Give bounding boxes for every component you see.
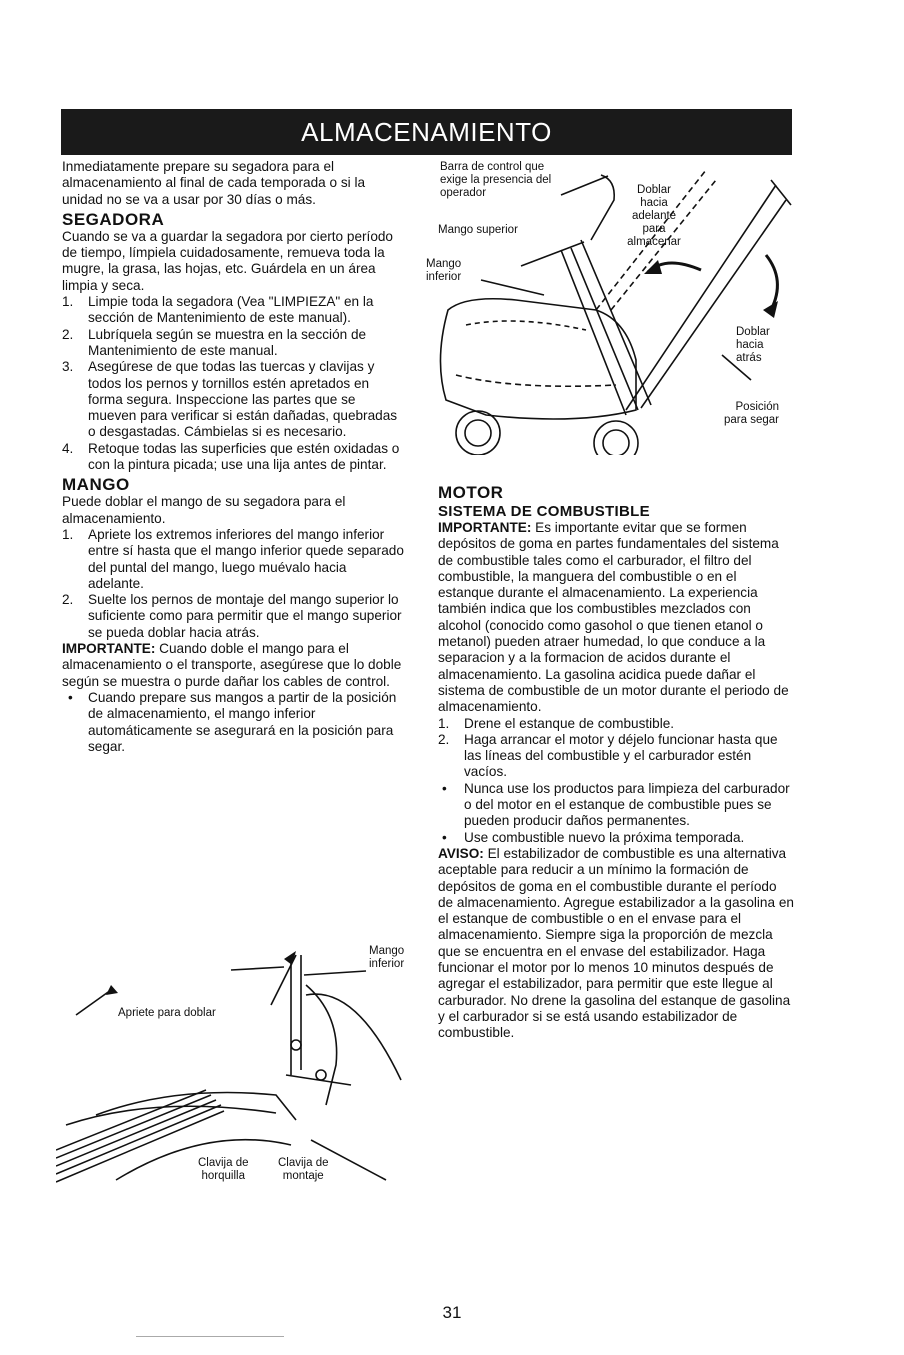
squeeze-label: Apriete para doblar: [118, 1007, 216, 1019]
handle-illustration: [56, 945, 406, 1185]
segadora-list: [62, 294, 406, 473]
list-item: 1. Drene el estanque de combustible.: [438, 715, 675, 731]
upper-handle-label: Mango superior: [438, 224, 518, 236]
motor-important: IMPORTANTE: Es importante evitar que se formen depósitos de goma en partes fundamentales del sistema de combustible tales como el carburador, el filtro del combustible, la manguera del combustible o en el estanque durante el almacenamiento. La experiencia también indica que los combustibles mezclados con alcohol (conocido como gasohol o que tienen etanol o metanol) pueden atraer humedad, lo que conduce a la separacion y a la formacion de acidos durante el almacenamiento. La gasolina acidica puede dañar el sistema de combustible de un motor durante el periodo de almacenamiento.: [438, 520, 789, 715]
operator-bar-label: Barra de control que exige la presencia del operador: [440, 161, 552, 199]
list-item: 2. Suelte los pernos de montaje del mango superior lo suficiente como para permitir que el mango superior se pueda doblar hacia atrás.: [62, 592, 402, 640]
list-item: 1. Limpie toda la segadora (Vea "LIMPIEZA" en la sección de Mantenimiento de este manual).: [62, 294, 374, 326]
list-item: 1. Apriete los extremos inferiores del mango inferior entre sí hasta que el mango inferior quede separado del puntal del mango, luego muévalo hacia adelante.: [62, 526, 404, 591]
left-column: [62, 159, 406, 755]
motor-list: [438, 716, 794, 846]
mango-bullets: [62, 690, 406, 755]
page-title: ALMACENAMIENTO: [61, 109, 792, 155]
fold-forward-label: Doblar hacia adelante para almacenar: [627, 184, 681, 248]
mower-handle-diagram: [426, 160, 800, 455]
list-item: • Use combustible nuevo la próxima temporada.: [442, 829, 745, 845]
right-column: [438, 481, 794, 1042]
segadora-text: Cuando se va a guardar la segadora por cierto período de tiempo, límpiela cuidadosamente, remueva toda la mugre, la grasa, las hojas, etc. Guárdela en un área limpia y seca.: [62, 228, 393, 293]
segadora-heading: SEGADORA: [62, 209, 165, 229]
motor-heading: MOTOR: [438, 483, 504, 502]
mow-position-label: Posición para segar: [724, 401, 779, 426]
mango-list: [62, 527, 406, 641]
mount-pin-label: Clavija de montaje: [278, 1157, 329, 1182]
fuel-system-heading: SISTEMA DE COMBUSTIBLE: [438, 503, 650, 520]
handle-fold-diagram: [56, 945, 406, 1185]
mango-important: IMPORTANTE: Cuando doble el mango para el almacenamiento o el transporte, asegúrese que lo doble según se muestra o purde dañar los cables de control.: [62, 641, 402, 689]
fork-pin-label: Clavija de horquilla: [198, 1157, 249, 1182]
list-item: • Cuando prepare sus mangos a partir de la posición de almacenamiento, el mango inferior automáticamente se asegurará en la posición para segar.: [68, 689, 397, 754]
mango-text: Puede doblar el mango de su segadora para el almacenamiento.: [62, 494, 346, 526]
mango-heading: MANGO: [62, 475, 130, 495]
list-item: 4. Retoque todas las superficies que estén oxidadas o con la pintura picada; use una lija antes de pintar.: [62, 440, 400, 473]
motor-notice: AVISO: El estabilizador de combustible es una alternativa aceptable para reducir a un mínimo la formación de depósitos de goma en el combustible durante el período de almacenamiento. Agregue estabilizador a la gasolina en el estanque de combustible o en el envase para el almacenamiento. Siempre siga la proporción de mezcla que se encuentra en el envase del estabilizador. Haga funcionar el motor por lo menos 10 minutos después de agregar el estabilizador, para permitir que este llegue al carburador. No drene la gasolina del estanque de gasolina y el carburador si se está usando estabilizador de combustible.: [438, 845, 794, 1041]
fold-back-label: Doblar hacia atrás: [736, 326, 770, 364]
list-item: 3. Asegúrese de que todas las tuercas y clavijas y todos los pernos y tornillos estén apretados en forma segura. Inspeccione las partes que se mueven para verificar si están dañadas, quebradas o desgastadas. Cámbielas si es necesario.: [62, 359, 398, 440]
lower-handle-label: Mango inferior: [426, 258, 462, 283]
list-item: • Nunca use los productos para limpieza del carburador o del motor en el estanque de combustible pues se pueden producir daños permanentes.: [442, 780, 790, 829]
page-number: 31: [442, 1303, 462, 1322]
lower-handle-label-2: Mango inferior: [369, 945, 405, 970]
list-item: 2. Haga arrancar el motor y déjelo funcionar hasta que las líneas del combustible y el carburador estén vacíos.: [438, 731, 778, 780]
intro-text: Inmediatamente prepare su segadora para el almacenamiento al final de cada temporada o si la unidad no se va a usar por 30 días o más.: [62, 159, 366, 207]
list-item: 2. Lubríquela según se muestra en la sección de Mantenimiento de este manual.: [62, 326, 367, 358]
footer-rule: [136, 1336, 284, 1337]
